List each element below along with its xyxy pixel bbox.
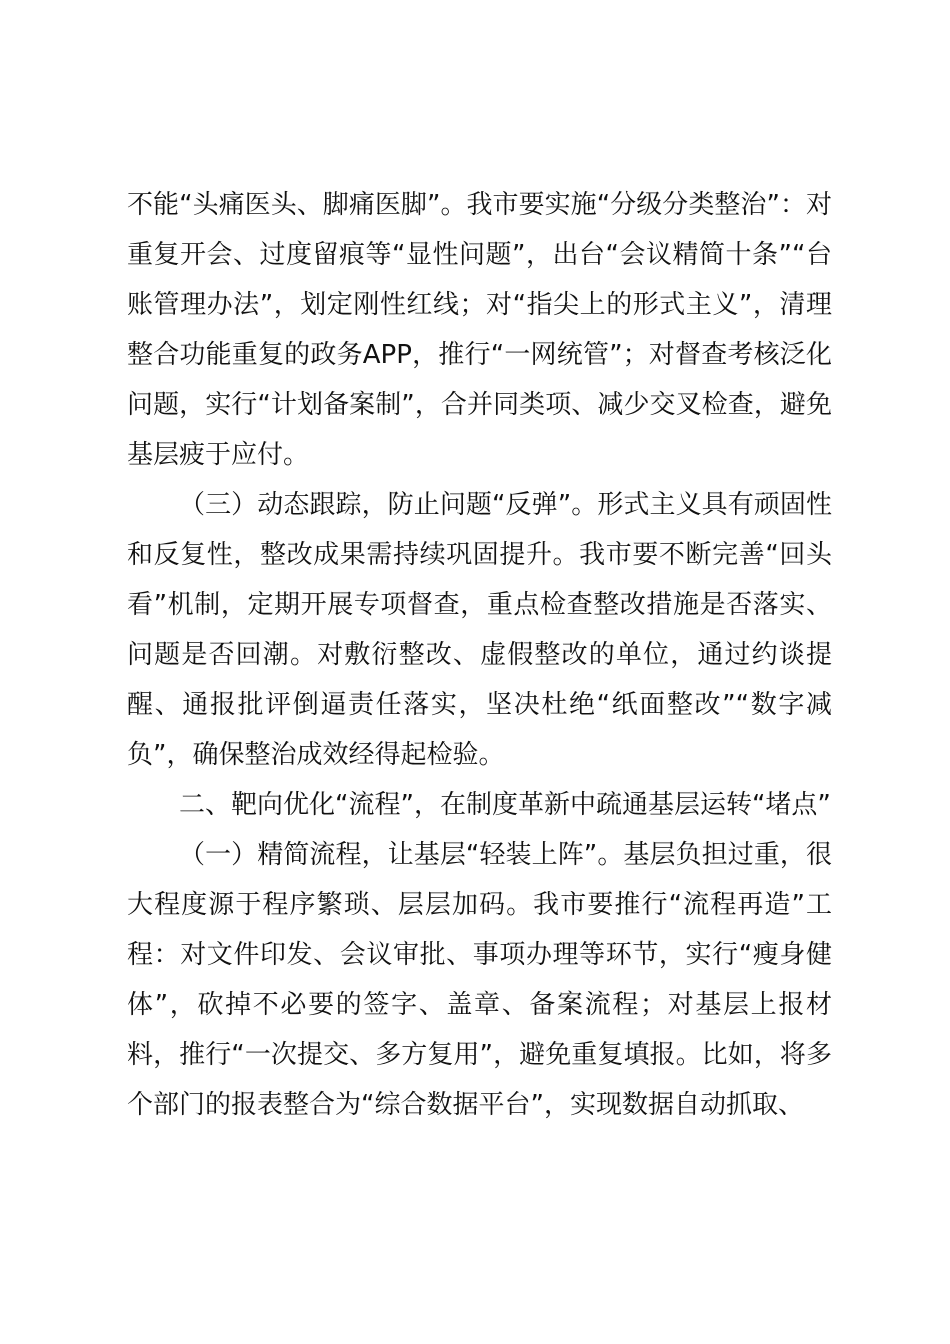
document-body (127, 180, 832, 1130)
paragraph-continuation: 不能“头痛医头、脚痛医脚”。我市要实施“分级分类整治”：对重复开会、过度留痕等“显性问题”，出台“会议精简十条”“台账管理办法”，划定刚性红线；对“指尖上的形式主义”，清理整合功能重复的政务APP，推行“一网统管”；对督查考核泛化问题，实行“计划备案制”，合并同类项、减少交叉检查，避免基层疲于应付。 (127, 190, 832, 470)
paragraph-dynamic-tracking: （三）动态跟踪，防止问题“反弹”。形式主义具有顽固性和反复性，整改成果需持续巩固提升。我市要不断完善“回头看”机制，定期开展专项督查，重点检查整改措施是否落实、问题是否回潮。对敷衍整改、虚假整改的单位，通过约谈提醒、通报批评倒逼责任落实，坚决杜绝“纸面整改”“数字减负”，确保整治成效经得起检验。 (127, 490, 832, 770)
paragraph-streamline-process: （一）精简流程，让基层“轻装上阵”。基层负担过重，很大程度源于程序繁琐、层层加码。我市要推行“流程再造”工程：对文件印发、会议审批、事项办理等环节，实行“瘦身健体”，砍掉不必要的签字、盖章、备案流程；对基层上报材料，推行“一次提交、多方复用”，避免重复填报。比如，将多个部门的报表整合为“综合数据平台”，实现数据自动抓取、 (127, 840, 832, 1120)
section-heading-two: 二、靶向优化“流程”，在制度革新中疏通基层运转“堵点” (179, 790, 831, 820)
